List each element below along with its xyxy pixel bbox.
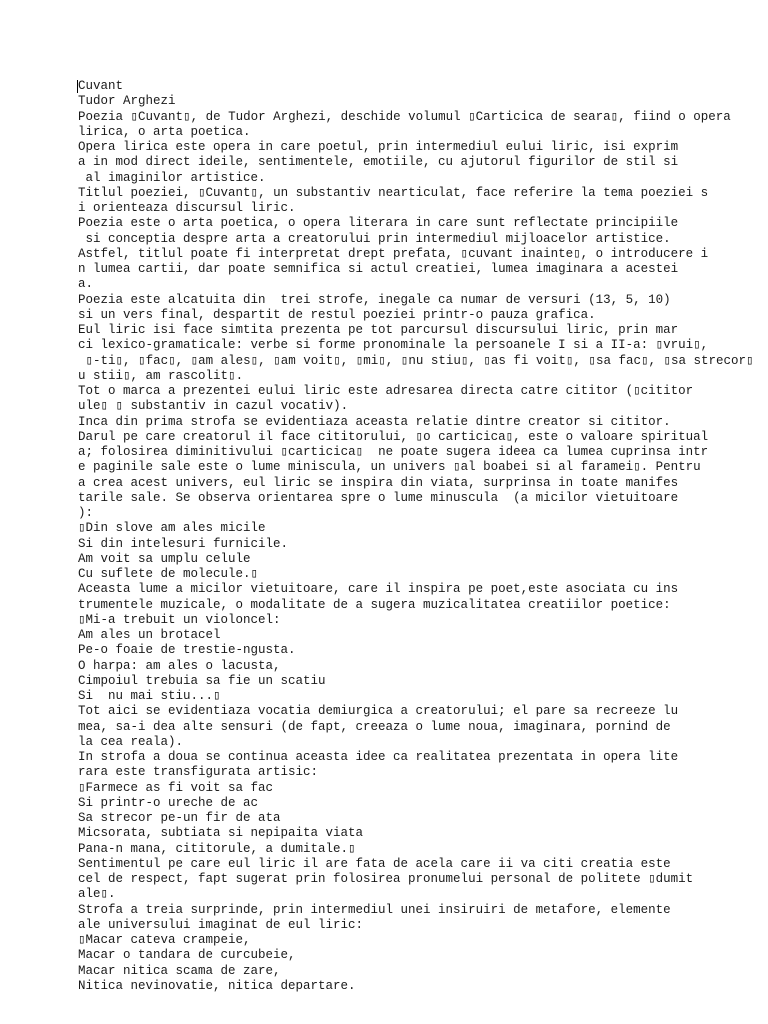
document-line: ▯Din slove am ales micile <box>78 521 266 536</box>
document-line: cel de respect, fapt sugerat prin folosirea pronumelui personal de politete ▯dumit <box>78 872 694 886</box>
document-line: Nitica nevinovatie, nitica departare. <box>78 978 356 993</box>
document-line: Si nu mai stiu...▯ <box>78 689 221 703</box>
document-body <box>78 79 768 994</box>
document-line: Sa strecor pe-un fir de ata <box>78 811 281 825</box>
document-line: Cuvant <box>78 79 124 93</box>
document-line: a. <box>78 277 94 292</box>
document-line: In strofa a doua se continua aceasta idee ca realitatea prezentata in opera lite <box>78 750 679 764</box>
document-line: Eul liric isi face simtita prezenta pe tot parcursul discursului liric, prin mar <box>78 323 679 337</box>
document-line: Tot o marca a prezentei eului liric este adresarea directa catre cititor (▯cititor <box>78 384 694 398</box>
document-line: Astfel, titlul poate fi interpretat drept prefata, ▯cuvant inainte▯, o introducere i <box>78 246 709 261</box>
document-line: Tot aici se evidentiaza vocatia demiurgica a creatorului; el pare sa recreeze lu <box>78 704 679 719</box>
document-line: Darul pe care creatorul il face cititorului, ▯o carticica▯, este o valoare spiritual <box>78 429 709 444</box>
document-line: ▯Mi-a trebuit un violoncel: <box>78 612 281 627</box>
document-line: Tudor Arghezi <box>78 94 176 109</box>
document-line: Am voit sa umplu celule <box>78 551 251 566</box>
document-line: ule▯ ▯ substantiv in cazul vocativ). <box>78 399 349 414</box>
document-line: Titlul poeziei, ▯Cuvant▯, un substantiv nearticulat, face referire la tema poeziei s <box>78 185 709 200</box>
document-line: a in mod direct ideile, sentimentele, emotiile, cu ajutorul figurilor de stil si <box>78 155 679 170</box>
document-line: u stii▯, am rascolit▯. <box>78 368 244 383</box>
document-line: a crea acest univers, eul liric se inspira din viata, surprinsa in toate manifes <box>78 475 679 490</box>
document-line: ): <box>78 506 94 520</box>
document-line: Am ales un brotacel <box>78 628 221 642</box>
document-line: Pe-o foaie de trestie-ngusta. <box>78 643 296 658</box>
document-line: rara este transfigurata artisic: <box>78 765 319 780</box>
document-line: Poezia este o arta poetica, o opera literara in care sunt reflectate principiile <box>78 216 679 231</box>
document-line: a; folosirea diminitivului ▯carticica▯ ne poate sugera ideea ca lumea cuprinsa intr <box>78 445 709 459</box>
document-line: n lumea cartii, dar poate semnifica si actul creatiei, lumea imaginara a acestei <box>78 262 679 276</box>
document-line: Pana-n mana, cititorule, a dumitale.▯ <box>78 841 356 856</box>
document-line: Cimpoiul trebuia sa fie un scatiu <box>78 673 326 688</box>
document-line: ▯-ti▯, ▯fac▯, ▯am ales▯, ▯am voit▯, ▯mi▯, ▯nu stiu▯, ▯as fi voit▯, ▯sa fac▯, ▯sa strecor▯ <box>78 353 754 368</box>
document-line: e paginile sale este o lume miniscula, un univers ▯al boabei si al faramei▯. Pentru <box>78 460 701 475</box>
document-line: al imaginilor artistice. <box>78 170 266 185</box>
document-line: Macar nitica scama de zare, <box>78 963 281 978</box>
document-line: Si din intelesuri furnicile. <box>78 536 289 551</box>
document-line: Strofa a treia surprinde, prin intermediul unei insiruiri de metafore, elemente <box>78 902 671 917</box>
document-line: trumentele muzicale, o modalitate de a sugera muzicalitatea creatiilor poetice: <box>78 597 671 612</box>
document-line: Micsorata, subtiata si nepipaita viata <box>78 826 364 841</box>
document-line: lirica, o arta poetica. <box>78 124 251 139</box>
document-line: Sentimentul pe care eul liric il are fata de acela care ii va citi creatia este <box>78 856 671 871</box>
document-line: Cu suflete de molecule.▯ <box>78 567 259 581</box>
document-line: ale▯. <box>78 887 116 902</box>
text-cursor <box>77 80 78 93</box>
document-line: ale universului imaginat de eul liric: <box>78 917 364 932</box>
document-line: Macar o tandara de curcubeie, <box>78 948 296 963</box>
document-line: O harpa: am ales o lacusta, <box>78 658 281 673</box>
document-line: Poezia este alcatuita din trei strofe, inegale ca numar de versuri (13, 5, 10) <box>78 292 671 307</box>
document-line: si un vers final, despartit de restul poeziei printr-o pauza grafica. <box>78 307 596 322</box>
document-line: Poezia ▯Cuvant▯, de Tudor Arghezi, deschide volumul ▯Carticica de seara▯, fiind o opera <box>78 109 731 124</box>
document-line: ▯Farmece as fi voit sa fac <box>78 780 274 795</box>
document-line: Opera lirica este opera in care poetul, prin intermediul eului liric, isi exprim <box>78 140 679 154</box>
document-line: Inca din prima strofa se evidentiaza aceasta relatie dintre creator si cititor. <box>78 414 671 429</box>
document-line: Si printr-o ureche de ac <box>78 795 259 810</box>
document-line: mea, sa-i dea alte sensuri (de fapt, creeaza o lume noua, imaginara, pornind de <box>78 719 671 734</box>
document-line: Aceasta lume a micilor vietuitoare, care il inspira pe poet,este asociata cu ins <box>78 582 679 597</box>
document-line: ci lexico-gramaticale: verbe si forme pronominale la persoanele I si a II-a: ▯vrui▯, <box>78 338 709 353</box>
document-line: i orienteaza discursul liric. <box>78 201 296 215</box>
document-line: ▯Macar cateva crampeie, <box>78 933 251 947</box>
document-line: tarile sale. Se observa orientarea spre o lume minuscula (a micilor vietuitoare <box>78 490 679 505</box>
document-line: si conceptia despre arta a creatorului prin intermediul mijloacelor artistice. <box>78 231 671 246</box>
document-line: la cea reala). <box>78 734 184 749</box>
